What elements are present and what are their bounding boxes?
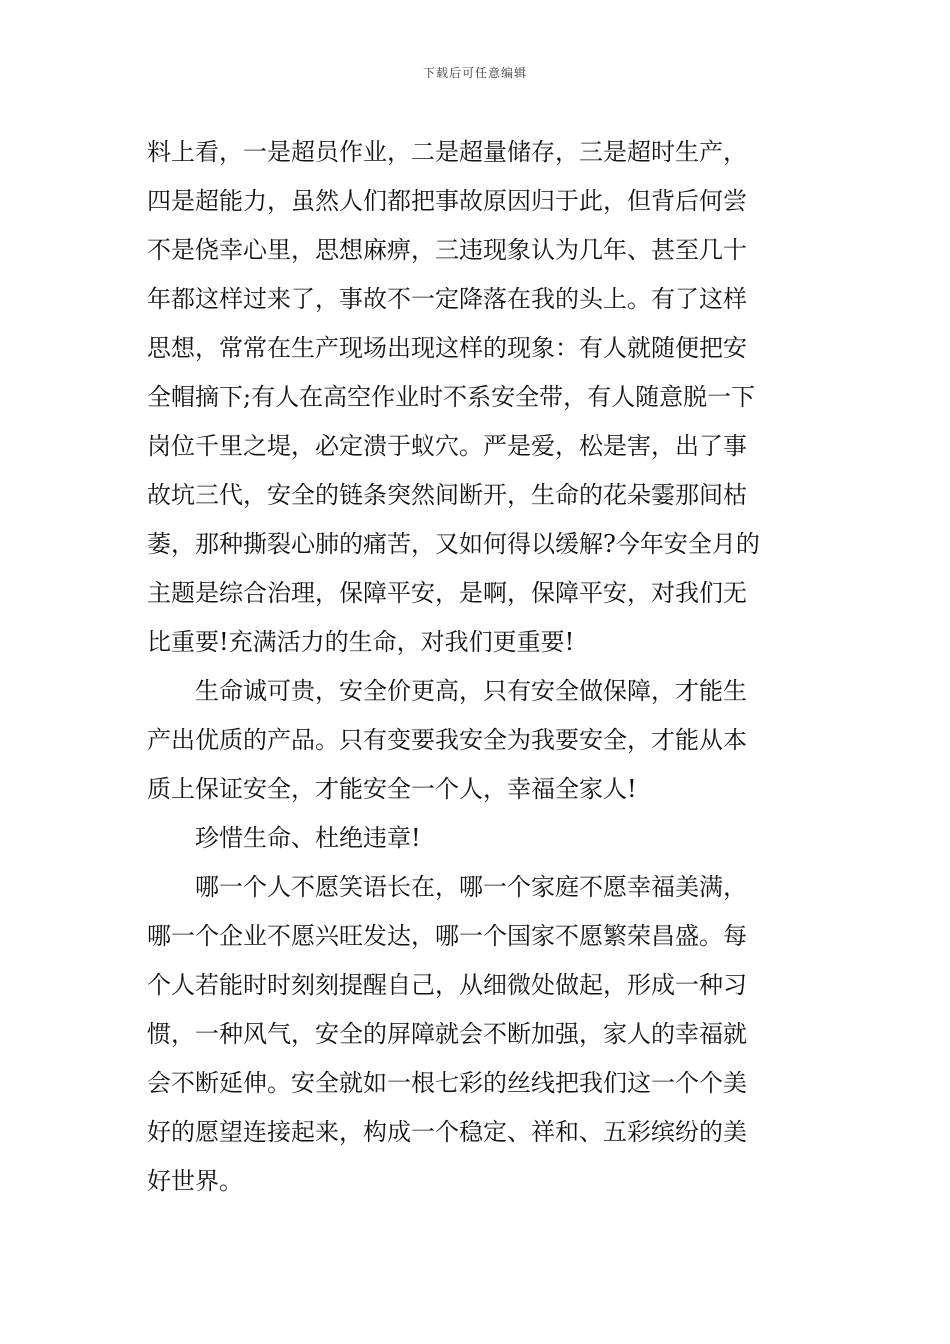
text-line: 主题是综合治理，保障平安，是啊，保障平安，对我们无	[147, 579, 747, 607]
text-line: 质上保证安全，才能安全一个人，幸福全家人!	[147, 775, 637, 803]
text-line: 思想，常常在生产现场出现这样的现象：有人就随便把安	[147, 334, 747, 362]
text-line: 会不断延伸。安全就如一根七彩的丝线把我们这一个个美	[147, 1069, 747, 1097]
text-line: 年都这样过来了，事故不一定降落在我的头上。有了这样	[147, 285, 747, 313]
text-line: 哪一个人不愿笑语长在，哪一个家庭不愿幸福美满，	[195, 873, 747, 901]
text-line: 料上看，一是超员作业，二是超量储存，三是超时生产，	[147, 138, 747, 166]
text-line: 好世界。	[147, 1167, 243, 1195]
text-line: 不是侥幸心里，思想麻痹，三违现象认为几年、甚至几十	[147, 236, 747, 264]
text-line: 个人若能时时刻刻提醒自己，从细微处做起，形成一种习	[147, 971, 747, 999]
text-line: 好的愿望连接起来，构成一个稳定、祥和、五彩缤纷的美	[147, 1118, 747, 1146]
text-line: 四是超能力，虽然人们都把事故原因归于此，但背后何尝	[147, 187, 747, 215]
page-header: 下载后可任意编辑	[422, 66, 527, 80]
text-line: 岗位千里之堤，必定溃于蚁穴。严是爱，松是害，出了事	[147, 432, 747, 460]
text-line: 全帽摘下;有人在高空作业时不系安全带，有人随意脱一下	[147, 383, 756, 411]
text-line: 产出优质的产品。只有变要我安全为我要安全，才能从本	[147, 726, 747, 754]
text-line: 珍惜生命、杜绝违章!	[195, 824, 421, 852]
text-line: 萎，那种撕裂心肺的痛苦，又如何得以缓解?今年安全月的	[147, 530, 760, 558]
text-line: 哪一个企业不愿兴旺发达，哪一个国家不愿繁荣昌盛。每	[147, 922, 747, 950]
text-line: 生命诚可贵，安全价更高，只有安全做保障，才能生	[195, 677, 747, 705]
document-body	[147, 128, 807, 1206]
text-line: 比重要!充满活力的生命，对我们更重要!	[147, 628, 575, 656]
text-line: 故坑三代，安全的链条突然间断开，生命的花朵霎那间枯	[147, 481, 747, 509]
text-line: 惯，一种风气，安全的屏障就会不断加强，家人的幸福就	[147, 1020, 747, 1048]
